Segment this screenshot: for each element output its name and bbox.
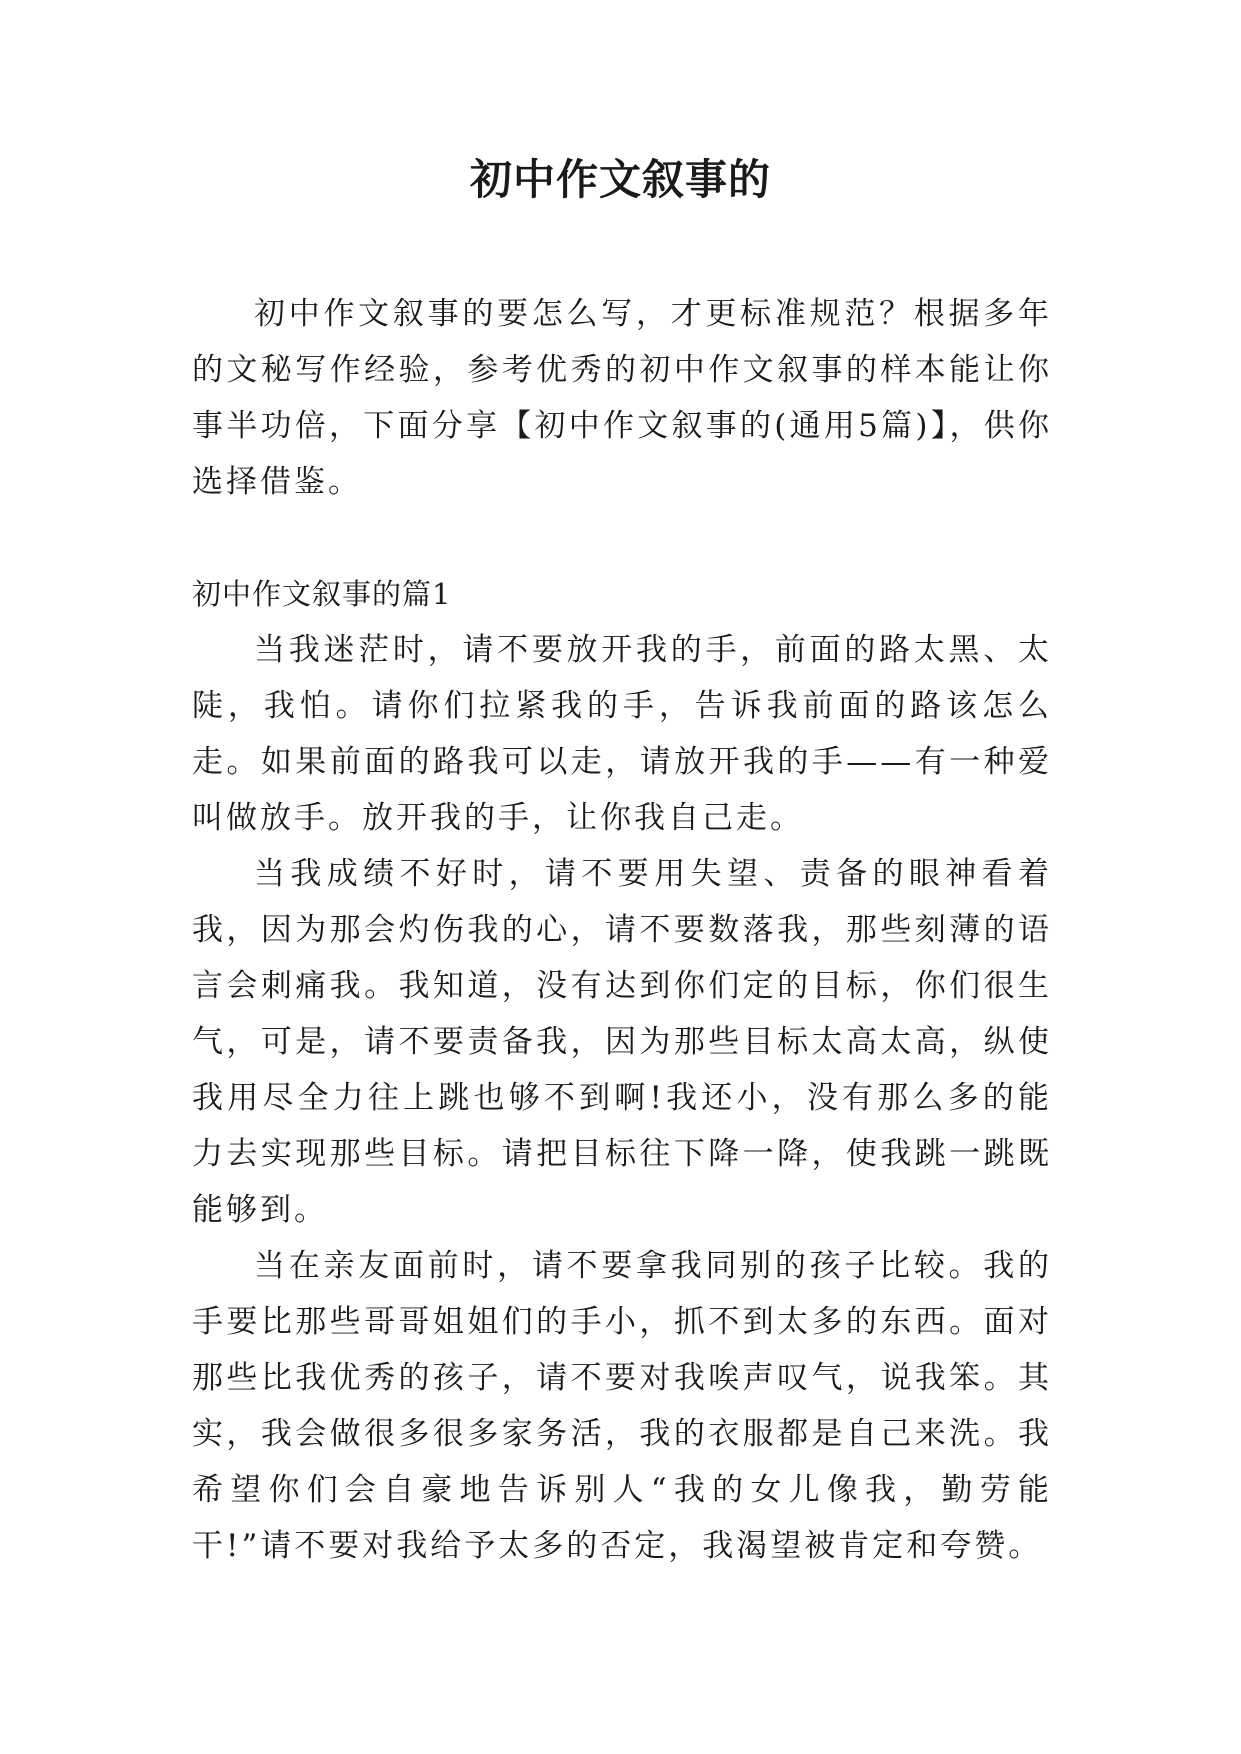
body-paragraph: 当我成绩不好时，请不要用失望、责备的眼神看着我，因为那会灼伤我的心，请不要数落我，那些刻薄的语言会刺痛我。我知道，没有达到你们定的目标，你们很生气，可是，请不要责备我，因为那些目标太高太高，纵使我用尽全力往上跳也够不到啊!我还小，没有那么多的能力去实现那些目标。请把目标往下降一降，使我跳一跳既能够到。	[192, 856, 1052, 1228]
intro-paragraph: 初中作文叙事的要怎么写，才更标准规范？根据多年的文秘写作经验，参考优秀的初中作文叙事的样本能让你事半功倍，下面分享【初中作文叙事的(通用5篇)】，供你选择借鉴。	[192, 296, 1052, 500]
body-paragraph: 当在亲友面前时，请不要拿我同别的孩子比较。我的手要比那些哥哥姐姐们的手小，抓不到太多的东西。面对那些比我优秀的孩子，请不要对我唉声叹气，说我笨。其实，我会做很多很多家务活，我的衣服都是自己来洗。我希望你们会自豪地告诉别人“我的女儿像我，勤劳能干!”请不要对我给予太多的否定，我渴望被肯定和夸赞。	[192, 1248, 1052, 1564]
document-body	[192, 286, 1052, 1574]
section-heading: 初中作文叙事的篇1	[192, 577, 452, 611]
body-paragraph: 当我迷茫时，请不要放开我的手，前面的路太黑、太陡，我怕。请你们拉紧我的手，告诉我前面的路该怎么走。如果前面的路我可以走，请放开我的手——有一种爱叫做放手。放开我的手，让你我自己走。	[192, 632, 1052, 836]
document-title: 初中作文叙事的	[469, 155, 771, 204]
